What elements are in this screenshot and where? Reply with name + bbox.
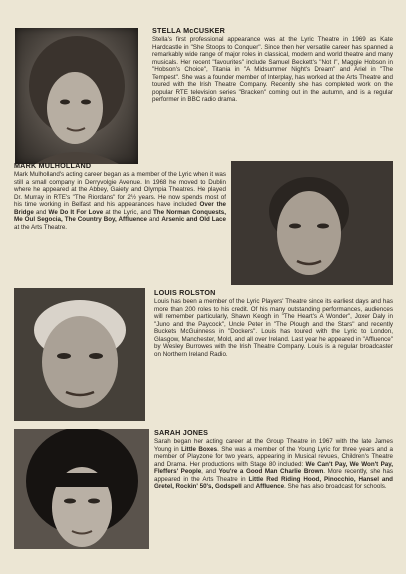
bio-mark-mulholland [14,162,226,231]
bio-text: . She was a member of the Young Lyric for three years and a member of Playzone for two years, appearing in Musical revues, Children's Theatre and Drama. Her productions with Stage 80 included: [154,445,393,468]
actor-bio [154,438,393,491]
production-title: Arsenic and Old Lace [161,216,226,224]
production-title: We Can't Pay, We Won't Pay, Fleffers' People [154,460,393,476]
actor-bio [152,36,393,104]
bio-text: and [33,208,49,216]
actor-bio [154,298,393,358]
actor-bio [14,171,226,231]
actor-name: STELLA McCUSKER [152,26,226,35]
bio-text: and [241,483,256,491]
bio-text: . She has also broadcast for schools. [284,483,387,491]
bio-louis-rolston [154,289,393,358]
portrait-louis-rolston [14,288,145,421]
portrait-mark-mulholland [231,161,393,285]
portrait-sarah-jones [14,429,149,549]
production-title: The Norman Conquests, Me Oul Segocia, The Country Boy, Affluence [14,208,227,224]
production-title: We Do It For Love [48,208,104,216]
production-title: You're a Good Man Charlie Brown [218,468,324,476]
production-title: Little Red Riding Hood, Pinocchio, Hansel and Gretel, Rockin' 50's, Godspell [154,475,393,491]
actor-name: SARAH JONES [154,428,209,437]
production-title: Affluence [255,483,285,491]
portrait-stella-mccusker [15,28,138,164]
bio-text: Stella's first professional appearance was at the Lyric Theatre in 1969 as Kate Hardcastle in "She Stoops to Conquer". Since then her versatile career has spanned a remarkably wide range of major roles in classical, modern and world theatre and many musicals. Her recent "favourites" include Samuel Beckett's "Not I", Maggie Hobson in "Hobson's Choice", Titania in "A Midsummer Night's Dream" and Ariel in "The Tempest". She was a founder member of Interplay, has worked at the Arts Theatre and toured with the Irish Theatre Company. Recently she has completed work on the popular RTE television series "Bracken" coming out in the autumn, and is a regular performer in BBC radio drama. [152,36,393,104]
actor-name: MARK MULHOLLAND [14,161,92,170]
bio-sarah-jones [154,429,393,491]
bio-stella-mccusker [152,27,393,104]
actor-name: LOUIS ROLSTON [154,288,216,297]
bio-text: , and [201,468,219,476]
bio-text: Sarah began her acting career at the Group Theatre in 1967 with the late James Young in [154,438,393,453]
bio-text: at the Arts Theatre. [14,223,68,231]
bio-text: Mark Mulholland's acting career began as a member of the Lyric when it was still a small company in Derryvolgie Avenue. In 1968 he moved to Dublin where he appeared at the Abbey, Gaiety and Olympia Theatres. He played Dr. Murray in RTE's "The Riordans" for 2½ years. He now spends most of his time working in Belfast and his appearances have included [14,171,226,209]
production-title: Over the Bridge [14,201,227,216]
bio-text: . More recently, she has appeared in the Arts Theatre in [154,468,394,483]
bio-text: and [147,216,162,224]
bio-text: at the Lyric, and [103,208,153,216]
production-title: Little Boxes [181,445,218,453]
bio-text: Louis has been a member of the Lyric Players' Theatre since its earliest days and has more than 200 roles to his credit. Of his many outstanding performances, audiences will remember particularly, Shawn Keogh in "The Heart's A Wonder", Joxer Daly in "Juno and the Paycock", Uncle Peter in "The Plough and the Stars" and recently Buckets McGuinness in "Dockers". Louis has toured with the Lyric to London, Glasgow, Manchester, Mold, and all over Ireland. Last year he appeared in "Affluence" by Wesley Burrowes with the Irish Theatre Company. Louis is a regular broadcaster on Northern Ireland Radio. [154,298,393,358]
